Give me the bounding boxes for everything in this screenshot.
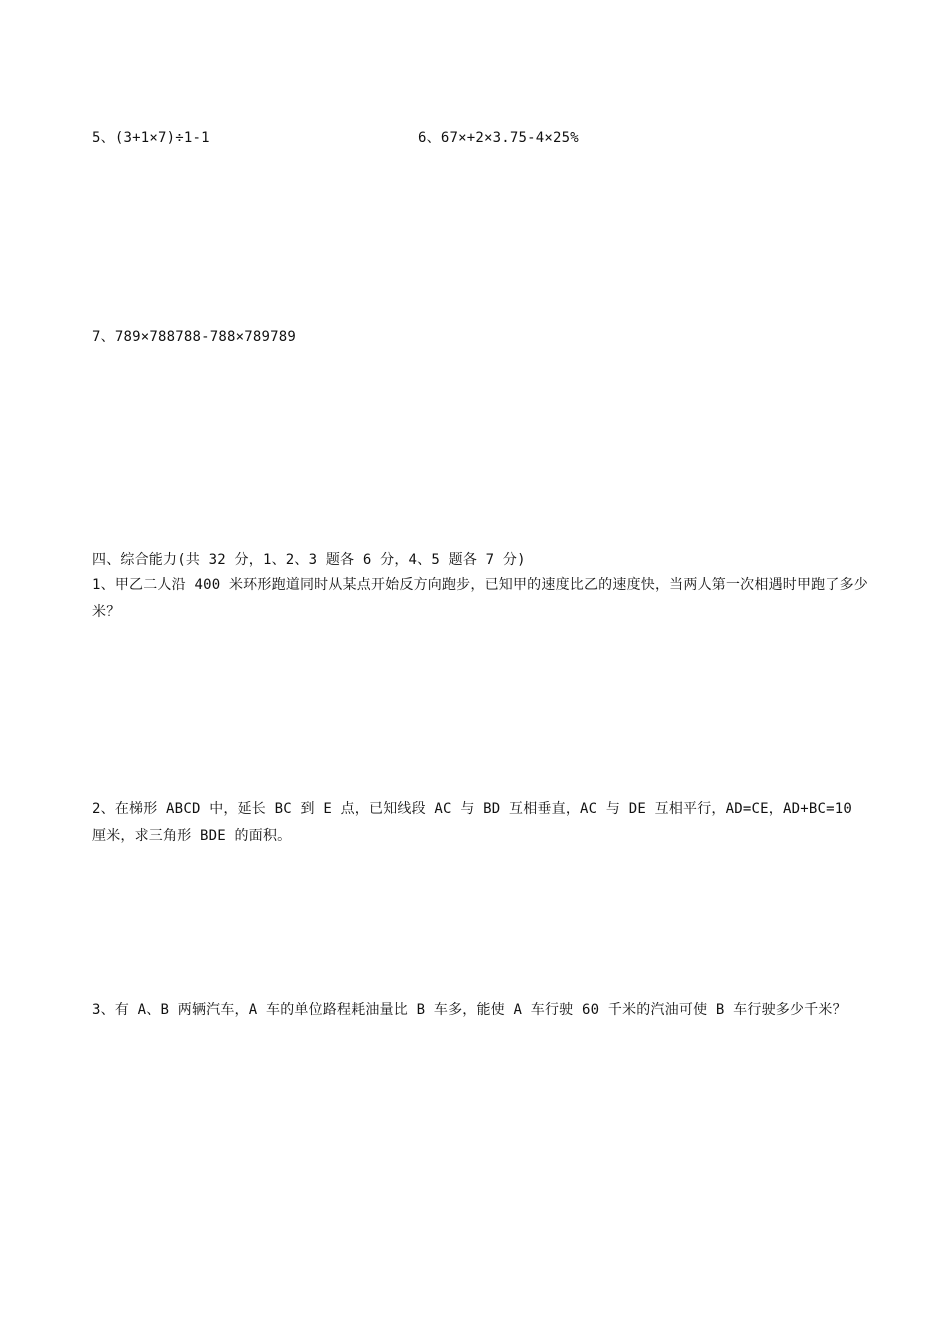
question-2: 2、在梯形 ABCD 中，延长 BC 到 E 点，已知线段 AC 与 BD 互相垂直，AC 与 DE 互相平行，AD=CE，AD+BC=10 厘米，求三角形 BDE 的面积。 [92,801,853,844]
problem-6: 6、67×+2×3.75-4×25% [418,130,579,146]
question-3: 3、有 A、B 两辆汽车，A 车的单位路程耗油量比 B 车多，能使 A 车行驶 60 千米的汽油可使 B 车行驶多少千米？ [92,1002,847,1018]
section-4-heading: 四、综合能力(共 32 分，1、2、3 题各 6 分，4、5 题各 7 分) [92,552,526,568]
problem-5: 5、(3+1×7)÷1-1 [92,130,210,146]
problem-7: 7、789×788788-788×789789 [92,329,297,345]
question-1: 1、甲乙二人沿 400 米环形跑道同时从某点开始反方向跑步，已知甲的速度比乙的速度快，当两人第一次相遇时甲跑了多少米？ [92,577,868,620]
